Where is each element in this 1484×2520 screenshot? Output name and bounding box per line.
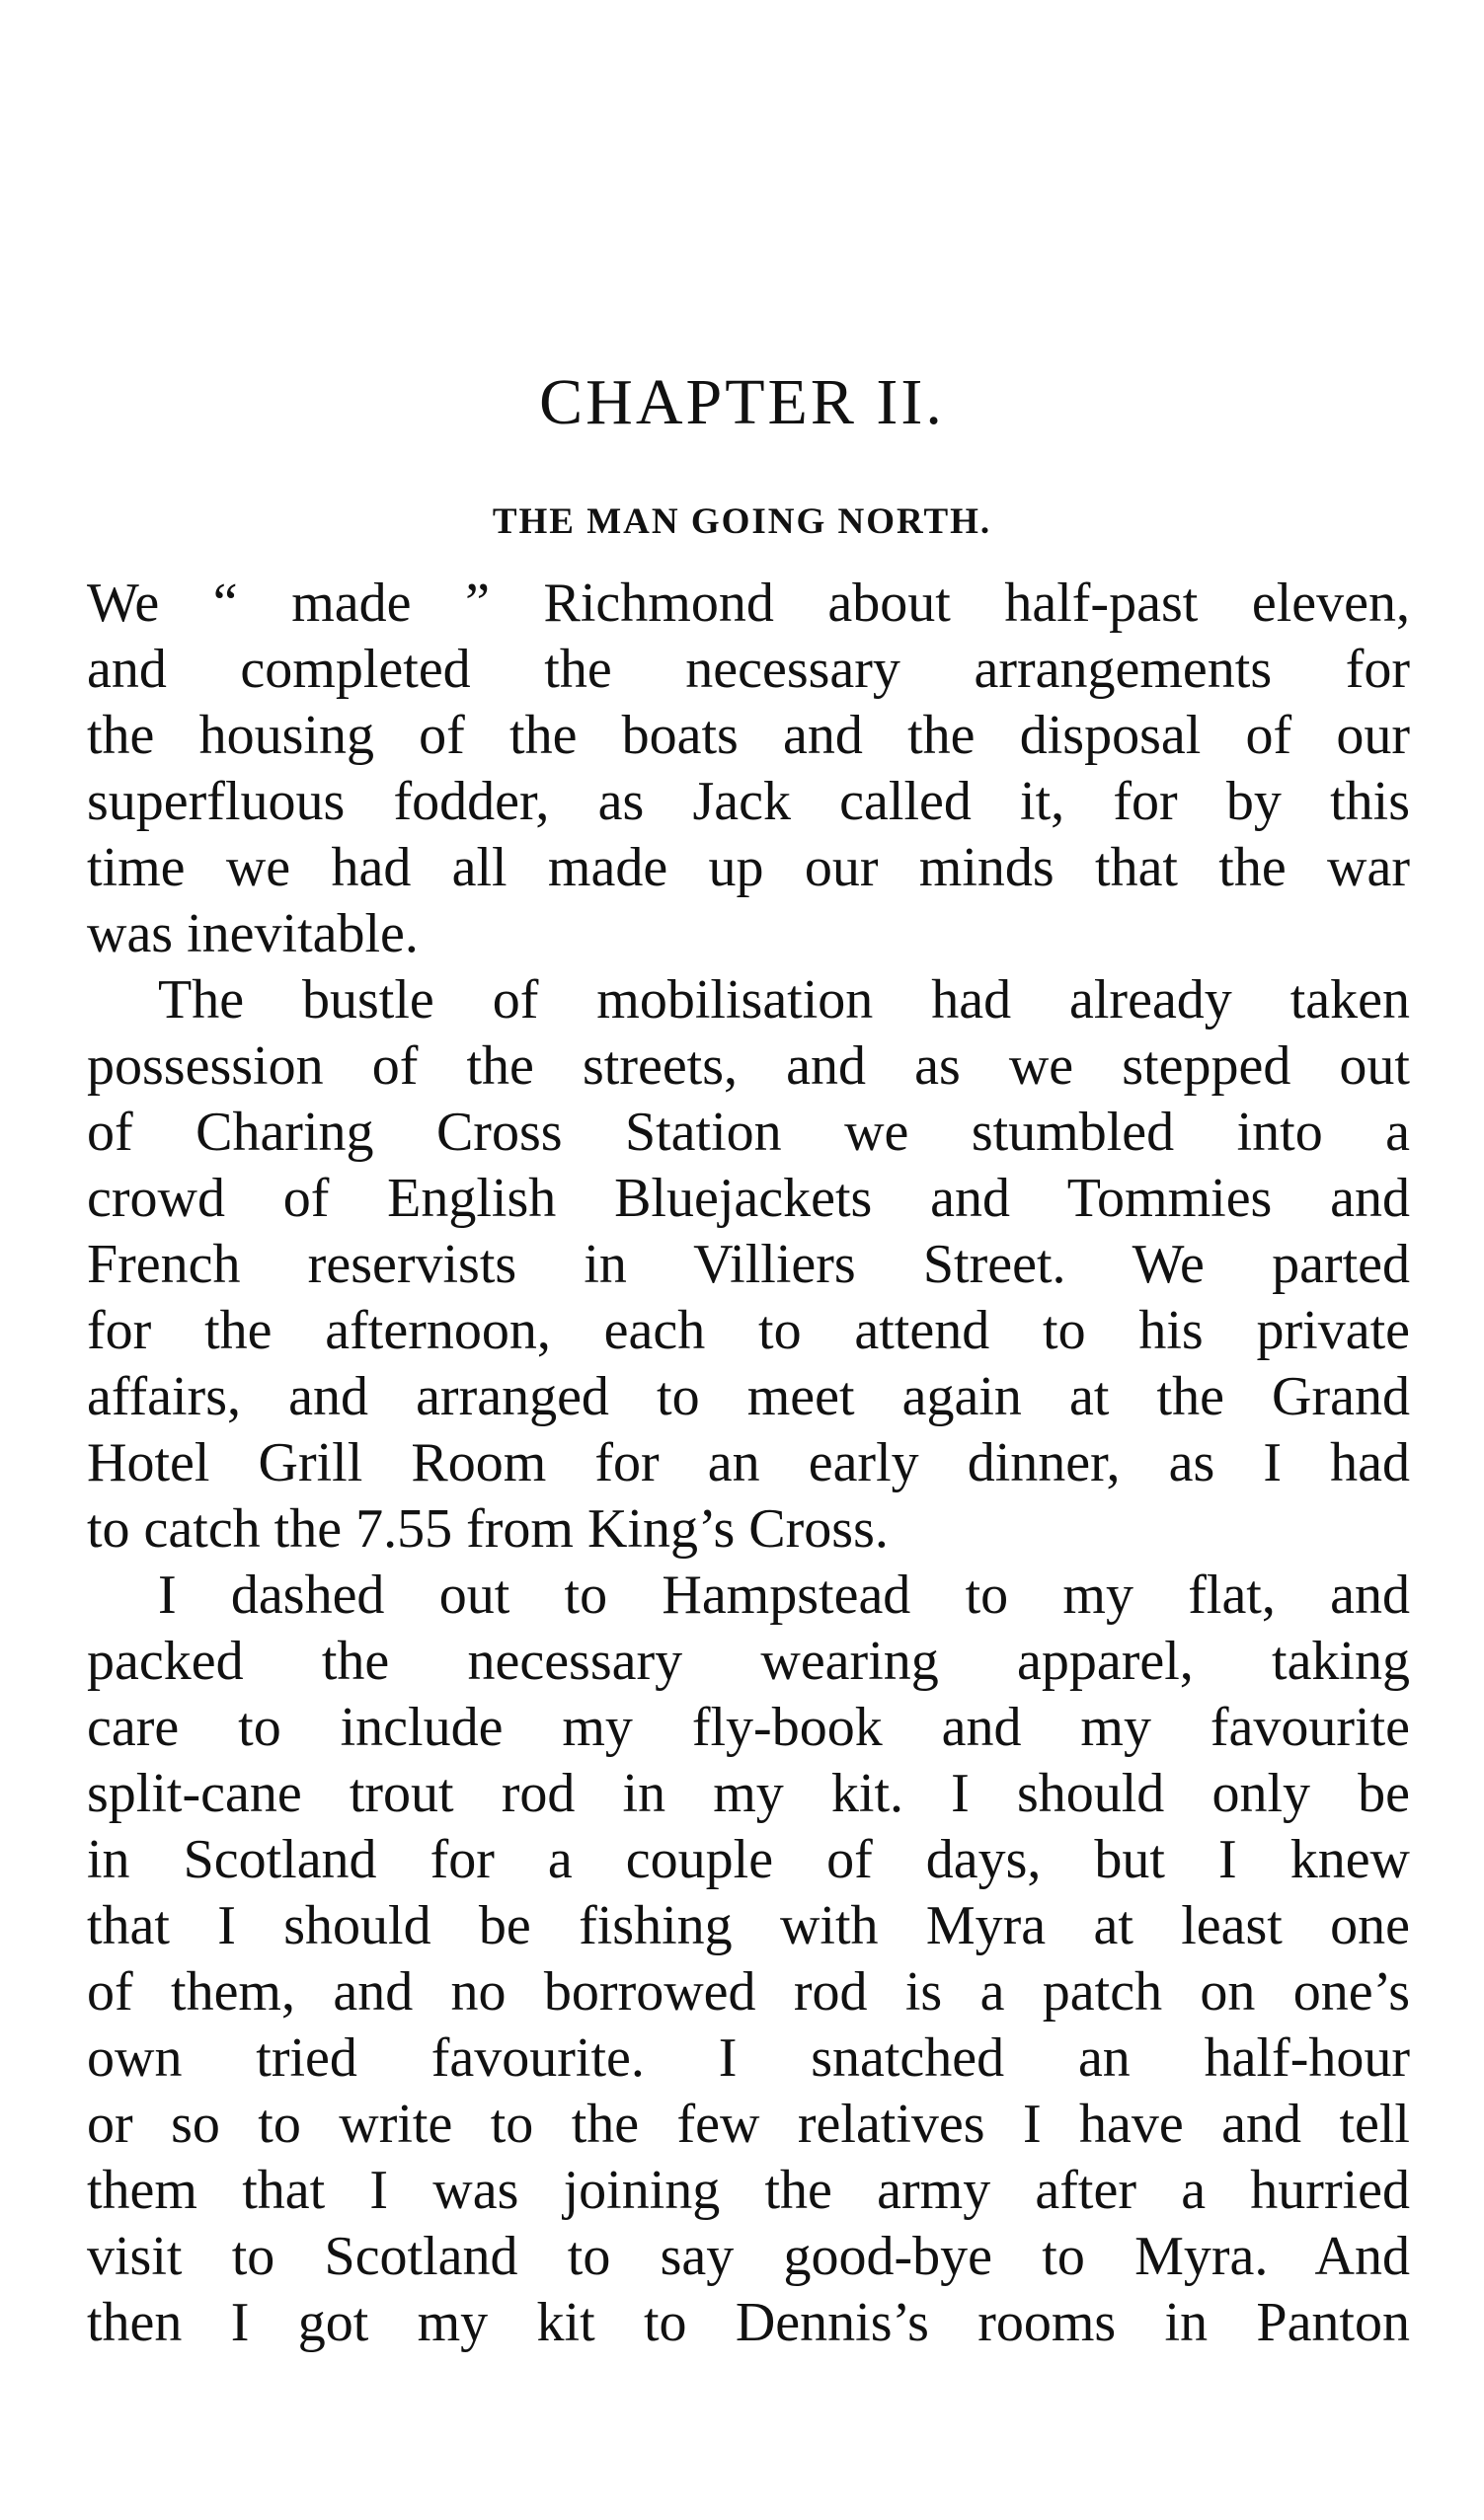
body-text: [87, 571, 1410, 2356]
text-line: the housing of the boats and the disposal of our: [87, 705, 1410, 766]
text-line: time we had all made up our minds that the war: [87, 837, 1410, 898]
text-line: care to include my fly-book and my favourite: [87, 1697, 1410, 1758]
paragraph-1: [87, 571, 1410, 967]
text-line: was inevitable.: [87, 903, 419, 964]
text-line: to catch the 7.55 from King’s Cross.: [87, 1498, 889, 1560]
text-line: that I should be fishing with Myra at least one: [87, 1895, 1410, 1956]
text-line: We “ made ” Richmond about half-past eleven,: [87, 573, 1410, 634]
text-line: possession of the streets, and as we stepped out: [87, 1035, 1410, 1097]
text-line: them that I was joining the army after a hurried: [87, 2160, 1410, 2221]
text-line: of them, and no borrowed rod is a patch on one’s: [87, 1961, 1410, 2023]
text-line: French reservists in Villiers Street. We parted: [87, 1234, 1410, 1295]
text-line: of Charing Cross Station we stumbled into a: [87, 1102, 1410, 1163]
paragraph-2: [87, 967, 1410, 1563]
text-line: split-cane trout rod in my kit. I should only be: [87, 1763, 1410, 1824]
text-line: crowd of English Bluejackets and Tommies and: [87, 1168, 1410, 1229]
chapter-title: CHAPTER II.: [539, 366, 945, 438]
text-line: own tried favourite. I snatched an half-hour: [87, 2027, 1410, 2089]
text-line: visit to Scotland to say good-bye to Myra. And: [87, 2226, 1410, 2287]
text-line: affairs, and arranged to meet again at the Grand: [87, 1366, 1410, 1427]
text-line: The bustle of mobilisation had already taken: [158, 969, 1410, 1031]
text-line: or so to write to the few relatives I have and tell: [87, 2094, 1410, 2155]
text-line: then I got my kit to Dennis’s rooms in Panton: [87, 2292, 1410, 2353]
text-line: for the afternoon, each to attend to his private: [87, 1300, 1410, 1361]
paragraph-3: [87, 1563, 1410, 2356]
text-line: and completed the necessary arrangements for: [87, 639, 1410, 700]
text-line: packed the necessary wearing apparel, taking: [87, 1631, 1410, 1692]
chapter-subtitle: THE MAN GOING NORTH.: [492, 501, 992, 542]
text-line: Hotel Grill Room for an early dinner, as I had: [87, 1432, 1410, 1493]
text-line: superfluous fodder, as Jack called it, for by this: [87, 771, 1410, 832]
text-line: in Scotland for a couple of days, but I knew: [87, 1829, 1410, 1890]
text-line: I dashed out to Hampstead to my flat, and: [158, 1565, 1410, 1626]
